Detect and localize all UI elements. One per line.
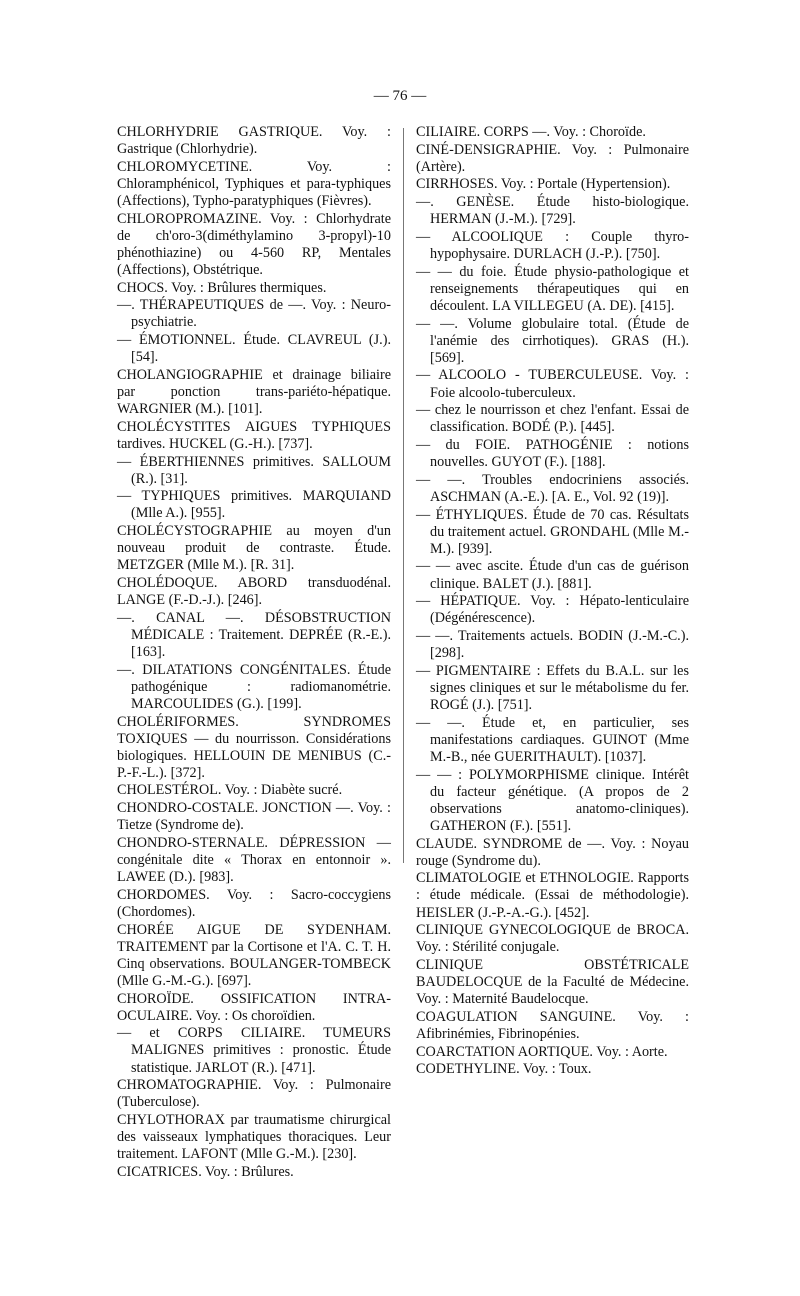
- index-subentry: — HÉPATIQUE. Voy. : Hépato-lenticulaire (Dégénérescence).: [416, 593, 689, 627]
- index-entry: CLINIQUE OBSTÉTRICALE BAUDELOCQUE de la Faculté de Médecine. Voy. : Maternité Baudelocque.: [416, 956, 689, 1008]
- index-subentry: — ÉTHYLIQUES. Étude de 70 cas. Résultats du traitement actuel. GRONDAHL (Mlle M.-M.). [939].: [416, 506, 689, 557]
- index-subentry: —. DILATATIONS CONGÉNITALES. Étude pathogénique : radiomanométrie. MARCOULIDES (G.). [199].: [117, 661, 391, 712]
- index-entry: CLIMATOLOGIE et ETHNOLOGIE. Rapports : étude médicale. (Essai de méthodologie). HEISLER (J.-P.-A.-G.). [452].: [416, 870, 689, 921]
- index-subentry: — — avec ascite. Étude d'un cas de guérison clinique. BALET (J.). [881].: [416, 558, 689, 592]
- index-entry: CILIAIRE. CORPS —. Voy. : Choroïde.: [416, 124, 646, 140]
- index-subentry: — —. Volume globulaire total. (Étude de l'anémie des cirrhotiques). GRAS (H.). [569].: [416, 315, 689, 366]
- index-subentry: — — du foie. Étude physio-pathologique et renseignements thérapeutiques qui en découlent. LA VILLEGEU (A. DE). [415].: [416, 263, 689, 314]
- index-entry: CHORDOMES. Voy. : Sacro-coccygiens (Chordomes).: [117, 886, 391, 920]
- index-entry: CHLORHYDRIE GASTRIQUE. Voy. : Gastrique (Chlorhydrie).: [117, 124, 391, 158]
- index-subentry: —. CANAL —. DÉSOBSTRUCTION MÉDICALE : Traitement. DEPRÉE (R.-E.). [163].: [117, 609, 391, 660]
- index-subentry: — ÉMOTIONNEL. Étude. CLAVREUL (J.). [54].: [117, 332, 391, 366]
- index-entry: CLAUDE. SYNDROME de —. Voy. : Noyau rouge (Syndrome du).: [416, 835, 689, 869]
- index-entry: CHOCS. Voy. : Brûlures thermiques.: [117, 279, 327, 296]
- index-entry: CICATRICES. Voy. : Brûlures.: [117, 1163, 294, 1180]
- index-subentry: — chez le nourrisson et chez l'enfant. Essai de classification. BODÉ (P.). [445].: [416, 402, 689, 436]
- index-entry: COARCTATION AORTIQUE. Voy. : Aorte.: [416, 1043, 668, 1060]
- index-entry: CHOLÉCYSTITES AIGUES TYPHIQUES tardives. HUCKEL (G.-H.). [737].: [117, 418, 391, 452]
- left-column: [117, 124, 391, 1182]
- page-number: — 76 —: [373, 88, 427, 104]
- index-entry: CHROMATOGRAPHIE. Voy. : Pulmonaire (Tuberculose).: [117, 1077, 391, 1111]
- index-subentry: — PIGMENTAIRE : Effets du B.A.L. sur les signes cliniques et sur le métabolisme du fer. ROGÉ (J.). [751].: [416, 662, 689, 713]
- index-subentry: — —. Troubles endocriniens associés. ASCHMAN (A.-E.). [A. E., Vol. 92 (19)].: [416, 471, 689, 505]
- index-entry: CHOLANGIOGRAPHIE et drainage biliaire par ponction trans-pariéto-hépatique. WARGNIER (M.). [101].: [117, 366, 391, 418]
- index-entry: CHOLÉRIFORMES. SYNDROMES TOXIQUES — du nourrisson. Considérations biologiques. HELLOUIN DE MENIBUS (C.-P.-F.-L.). [372].: [117, 713, 391, 781]
- index-entry: CHLOROMYCETINE. Voy. : Chloramphénicol, Typhiques et para-typhiques (Affections), Typho-paratyphiques (Fièvres).: [117, 158, 391, 209]
- index-entry: CHYLOTHORAX par traumatisme chirurgical des vaisseaux lymphatiques thoraciques. Leur traitement. LAFONT (Mlle G.-M.). [230].: [117, 1112, 391, 1163]
- index-entry: CIRRHOSES. Voy. : Portale (Hypertension).: [416, 176, 671, 193]
- index-entry: CLINIQUE GYNECOLOGIQUE de BROCA. Voy. : Stérilité conjugale.: [416, 922, 689, 956]
- index-entry: CINÉ-DENSIGRAPHIE. Voy. : Pulmonaire (Artère).: [416, 141, 689, 175]
- right-column: [416, 124, 689, 1079]
- index-subentry: — —. Traitements actuels. BODIN (J.-M.-C.). [298].: [416, 628, 689, 662]
- index-entry: CHONDRO-STERNALE. DÉPRESSION — congénitale dite « Thorax en entonnoir ». LAWEE (D.). [983].: [117, 834, 391, 886]
- index-entry: CHLOROPROMAZINE. Voy. : Chlorhydrate de ch'oro-3(diméthylamino 3-propyl)-10 phénothiazine) ou 4-560 RP, Mentales (Affections), Obstétrique.: [117, 210, 391, 278]
- index-subentry: — ÉBERTHIENNES primitives. SALLOUM (R.). [31].: [117, 453, 391, 487]
- index-subentry: — du FOIE. PATHOGÉNIE : notions nouvelles. GUYOT (F.). [188].: [416, 437, 689, 471]
- index-entry: CHOLÉDOQUE. ABORD transduodénal. LANGE (F.-D.-J.). [246].: [117, 574, 391, 609]
- index-entry: COAGULATION SANGUINE. Voy. : Afibrinémies, Fibrinopénies.: [416, 1008, 689, 1042]
- index-subentry: —. GENÈSE. Étude histo-biologique. HERMAN (J.-M.). [729].: [416, 194, 689, 228]
- index-subentry: — —. Étude et, en particulier, ses manifestations cardiaques. GUINOT (Mme M.-B., née GUERITHAULT). [1037].: [416, 714, 689, 765]
- index-subentry: — ALCOOLO - TUBERCULEUSE. Voy. : Foie alcoolo-tuberculeux.: [416, 367, 689, 401]
- column-divider: [403, 128, 404, 863]
- index-entry: CHORÉE AIGUE DE SYDENHAM. TRAITEMENT par la Cortisone et l'A. C. T. H. Cinq observations. BOULANGER-TOMBECK (Mlle G.-M.-G.). [697].: [117, 921, 391, 989]
- index-subentry: —. THÉRAPEUTIQUES de —. Voy. : Neuro-psychiatrie.: [117, 297, 391, 331]
- index-subentry: — TYPHIQUES primitives. MARQUIAND (Mlle A.). [955].: [117, 488, 391, 522]
- index-entry: CHOLESTÉROL. Voy. : Diabète sucré.: [117, 782, 343, 799]
- index-entry: CHOROÏDE. OSSIFICATION INTRA-OCULAIRE. Voy. : Os choroïdien.: [117, 990, 391, 1024]
- index-subentry: — et CORPS CILIAIRE. TUMEURS MALIGNES primitives : pronostic. Étude statistique. JARLOT (R.). [471].: [117, 1025, 391, 1076]
- index-subentry: — — : POLYMORPHISME clinique. Intérêt du facteur génétique. (A propos de 2 observations anatomo-cliniques). GATHERON (F.). [551].: [416, 766, 689, 834]
- index-subentry: — ALCOOLIQUE : Couple thyro-hypophysaire. DURLACH (J.-P.). [750].: [416, 228, 689, 263]
- index-entry: CODETHYLINE. Voy. : Toux.: [416, 1061, 592, 1078]
- index-entry: CHONDRO-COSTALE. JONCTION —. Voy. : Tietze (Syndrome de).: [117, 800, 391, 834]
- index-entry: CHOLÉCYSTOGRAPHIE au moyen d'un nouveau produit de contraste. Étude. METZGER (Mlle M.). [R. 31].: [117, 523, 391, 574]
